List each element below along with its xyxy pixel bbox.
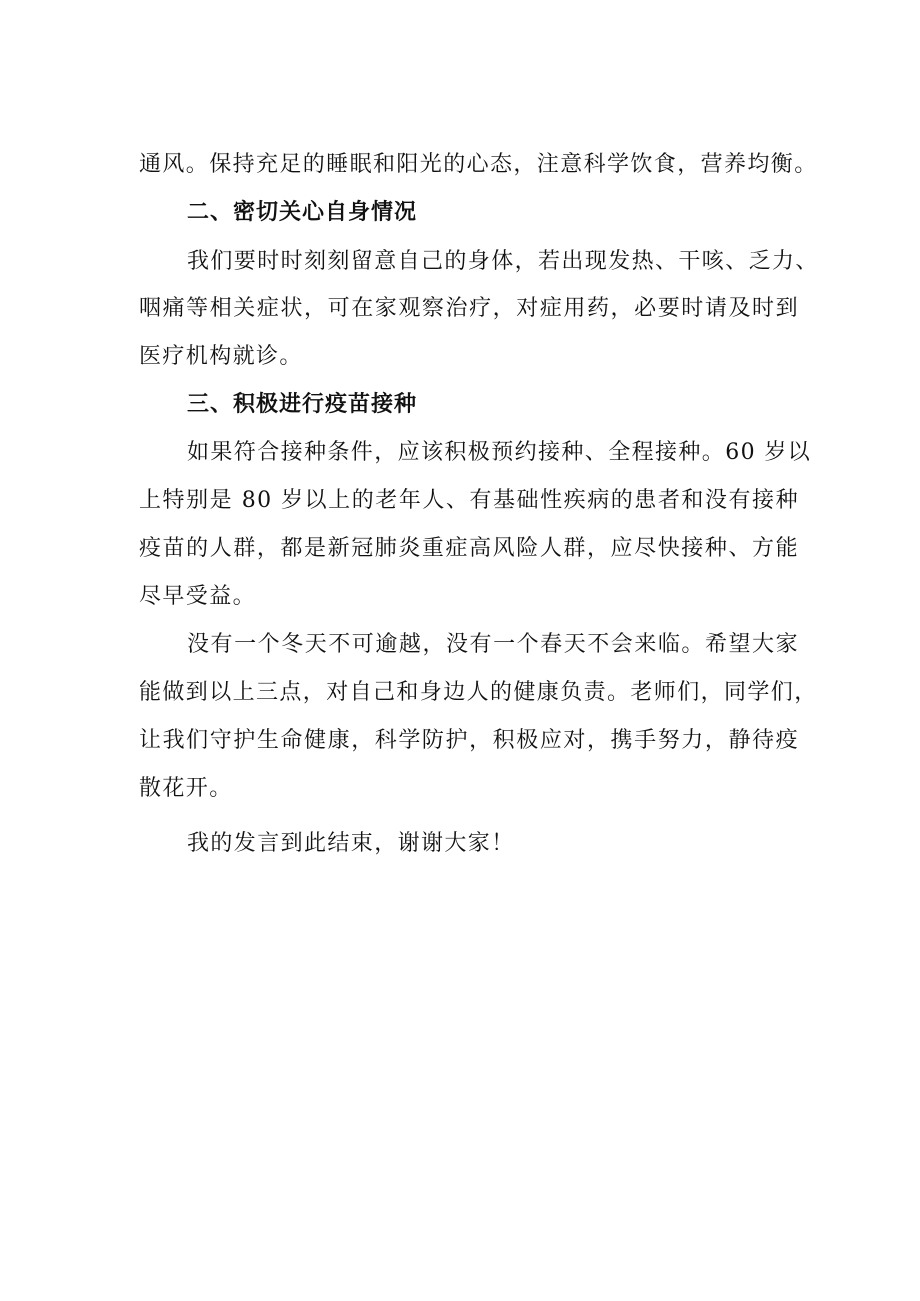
- paragraph-line: 医疗机构就诊。: [139, 344, 303, 369]
- paragraph-line: 我们要时时刻刻留意自己的身体，若出现发热、干咳、乏力、: [187, 249, 819, 274]
- paragraph-line: 让我们守护生命健康，科学防护，积极应对，携手努力，静待疫: [139, 728, 799, 753]
- paragraph-line: 散花开。: [139, 776, 233, 801]
- paragraph-line: 没有一个冬天不可逾越，没有一个春天不会来临。希望大家: [187, 632, 799, 657]
- section-heading-2: 二、密切关心自身情况: [187, 200, 418, 225]
- paragraph-line: 通风。保持充足的睡眠和阳光的心态，注意科学饮食，营养均衡。: [139, 152, 818, 177]
- paragraph-line: 疫苗的人群，都是新冠肺炎重症高风险人群，应尽快接种、方能: [139, 536, 799, 561]
- paragraph-line: 尽早受益。: [139, 584, 257, 609]
- paragraph-line: 我的发言到此结束，谢谢大家！: [187, 831, 515, 856]
- paragraph-line: 上特别是 80 岁以上的老年人、有基础性疾病的患者和没有接种: [139, 488, 799, 513]
- paragraph-line: 咽痛等相关症状，可在家观察治疗，对症用药，必要时请及时到: [139, 296, 799, 321]
- paragraph-line: 如果符合接种条件，应该积极预约接种、全程接种。60 岁以: [187, 440, 812, 465]
- paragraph-line: 能做到以上三点，对自己和身边人的健康负责。老师们，同学们，: [139, 680, 818, 705]
- section-heading-3: 三、积极进行疫苗接种: [187, 392, 418, 417]
